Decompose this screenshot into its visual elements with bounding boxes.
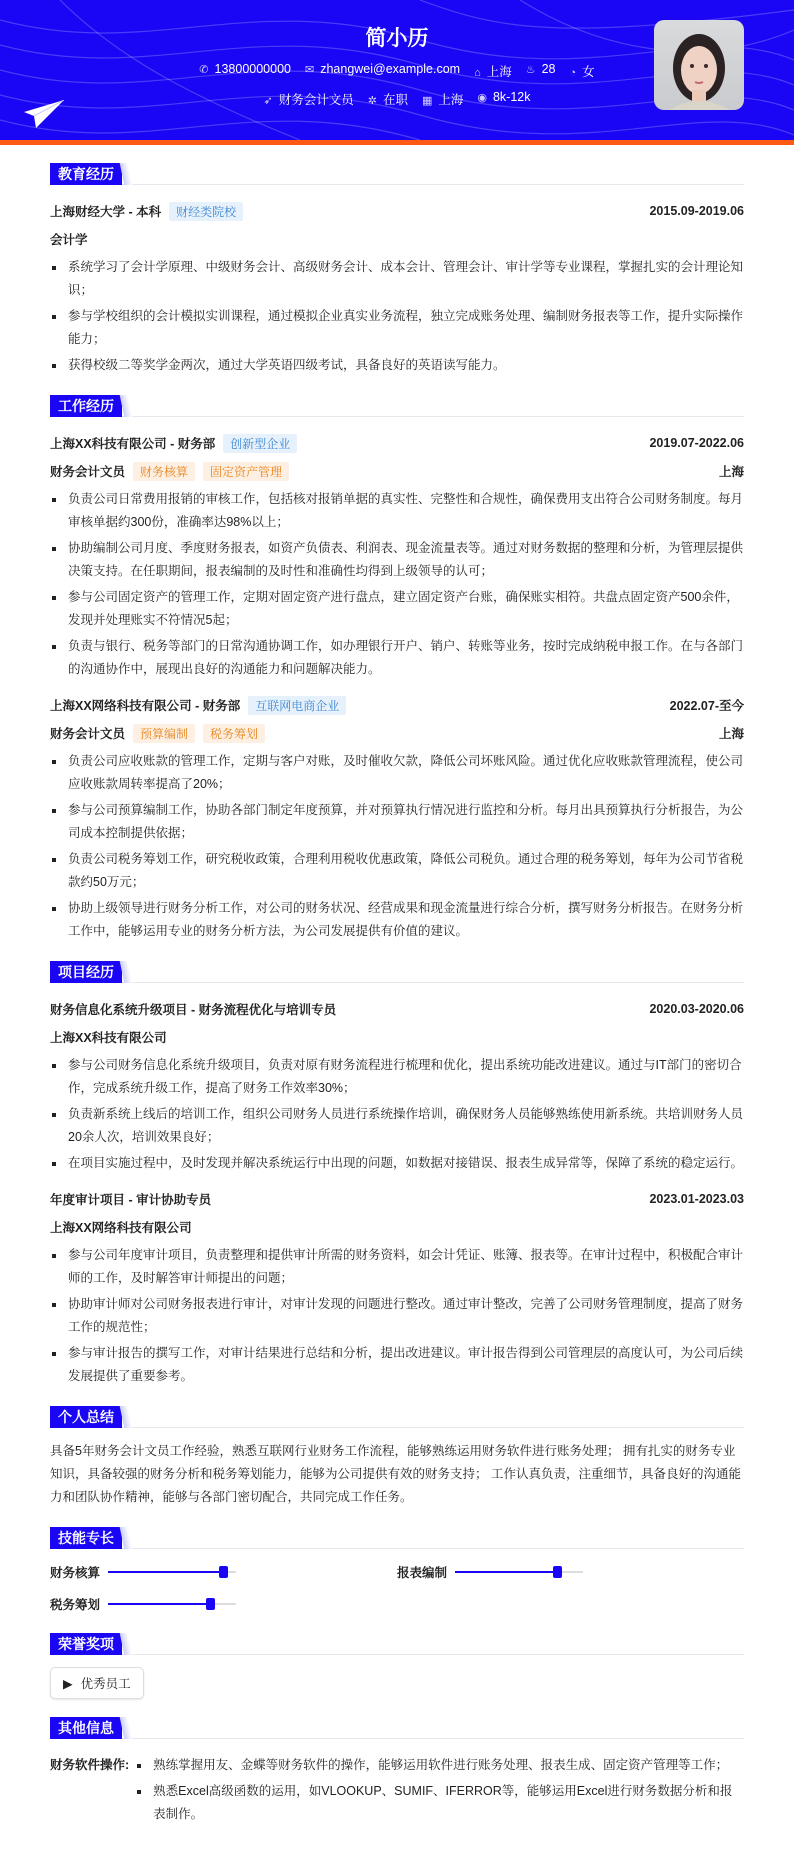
email: zhangwei@example.com xyxy=(320,62,461,76)
bullet: 协助审计师对公司财务报表进行审计，对审计发现的问题进行整改。通过审计整改，完善了公司财务管理制度，提高了财务工作的规范性； xyxy=(50,1293,744,1339)
skill-name: 财务核算 xyxy=(50,1566,101,1580)
bullet: 参与公司年度审计项目，负责整理和提供审计所需的财务资料，如会计凭证、账簿、报表等。在审计过程中，积极配合审计师的工作，及时解答审计师提出的问题； xyxy=(50,1244,744,1290)
bullet: 获得校级二等奖学金两次，通过大学英语四级考试，具备良好的英语读写能力。 xyxy=(50,354,744,377)
status-icon: ✲ xyxy=(367,95,377,107)
skill-tag: 税务筹划 xyxy=(203,724,265,743)
section-title: 教育经历 xyxy=(50,163,122,185)
skill-name: 报表编制 xyxy=(397,1566,448,1580)
phone-icon: ✆ xyxy=(199,64,209,76)
resume-header xyxy=(0,0,794,140)
role: 财务会计文员 xyxy=(50,726,126,741)
work-item xyxy=(50,429,744,681)
school: 上海财经大学 - 本科 xyxy=(50,204,162,219)
building-icon: ▦ xyxy=(421,95,433,107)
bullet: 参与审计报告的撰写工作，对审计结果进行总结和分析，提出改进建议。审计报告得到公司管理层的高度认可，为公司后续发展提供了重要参考。 xyxy=(50,1342,744,1388)
bullet: 负责公司税务筹划工作，研究税收政策，合理利用税收优惠政策，降低公司税负。通过合理的税务筹划，每年为公司节省税款约50万元； xyxy=(50,848,744,894)
city: 上海 xyxy=(486,65,512,79)
project-name: 年度审计项目 - 审计协助专员 xyxy=(50,1193,212,1207)
phone: 13800000000 xyxy=(214,62,291,76)
other-info xyxy=(50,1751,744,1829)
avatar-photo xyxy=(654,20,744,110)
company-tag: 互联网电商企业 xyxy=(248,696,346,715)
bullet: 参与公司固定资产的管理工作，定期对固定资产进行盘点，建立固定资产台账，确保账实相符。共盘点固定资产500余件，发现并处理账实不符情况5起； xyxy=(50,586,744,632)
education-item xyxy=(50,197,744,377)
send-icon: ➶ xyxy=(263,95,273,107)
section-skills xyxy=(50,1527,744,1549)
company-tag: 创新型企业 xyxy=(223,434,297,453)
summary-text: 具备5年财务会计文员工作经验，熟悉互联网行业财务工作流程，能够熟练运用财务软件进行账务处理； 拥有扎实的财务专业知识，具备较强的财务分析和税务筹划能力，能够为公司提供有效的财务支持； 工作认真负责，注重细节，具备良好的沟通能力和团队协作精神，能够与各部门密切配合，共同完成工作任务。 xyxy=(50,1444,741,1504)
bullet: 负责与银行、税务等部门的日常沟通协调工作，如办理银行开户、销户、转账等业务，按时完成纳税申报工作。在与各部门的沟通协作中，展现出良好的沟通能力和问题解决能力。 xyxy=(50,635,744,681)
award-item[interactable] xyxy=(50,1667,144,1699)
email-item xyxy=(305,62,460,80)
school-tag: 财经类院校 xyxy=(169,202,243,221)
bullet: 负责公司应收账款的管理工作，定期与客户对账，及时催收欠款，降低公司坏账风险。通过优化应收账款管理流程，使公司应收账款周转率提高了20%； xyxy=(50,750,744,796)
job-title: 财务会计文员 xyxy=(278,93,354,107)
company: 上海XX科技有限公司 xyxy=(50,1031,167,1045)
bullet: 协助编制公司月度、季度财务报表，如资产负债表、利润表、现金流量表等。通过对财务数据的整理和分析，为管理层提供决策支持。在任职期间，报表编制的及时性和准确性均得到上级领导的认可； xyxy=(50,537,744,583)
bullet: 在项目实施过程中，及时发现并解决系统运行中出现的问题，如数据对接错误、报表生成异常等，保障了系统的稳定运行。 xyxy=(50,1152,744,1175)
money-icon: ◉ xyxy=(477,92,487,104)
bullet: 参与公司预算编制工作，协助各部门制定年度预算，并对预算执行情况进行监控和分析。每月出具预算执行分析报告，为公司成本控制提供依据； xyxy=(50,799,744,845)
bullet: 系统学习了会计学原理、中级财务会计、高级财务会计、成本会计、管理会计、审计学等专业课程，掌握扎实的会计理论知识； xyxy=(50,256,744,302)
skill-bar-thumb xyxy=(206,1598,215,1610)
skill-tag: 固定资产管理 xyxy=(203,462,289,481)
company: 上海XX网络科技有限公司 - 财务部 xyxy=(50,698,241,713)
skill-name: 税务筹划 xyxy=(50,1598,101,1612)
skill-bar-thumb xyxy=(219,1566,228,1578)
age: 28 xyxy=(541,62,556,76)
mail-icon: ✉ xyxy=(305,64,315,76)
section-education xyxy=(50,163,744,185)
section-title: 其他信息 xyxy=(50,1717,122,1739)
cake-icon: ♨ xyxy=(525,64,536,76)
accent-stripe xyxy=(0,140,794,145)
skill-tag: 预算编制 xyxy=(133,724,195,743)
work-item xyxy=(50,691,744,943)
section-title: 项目经历 xyxy=(50,961,122,983)
target-city-item xyxy=(422,90,463,108)
phone-item xyxy=(199,62,291,80)
bullet: 参与公司财务信息化系统升级项目，负责对原有财务流程进行梳理和优化，提出系统功能改进建议。通过与IT部门的密切合作，完成系统升级工作，提高了财务工作效率30%； xyxy=(50,1054,744,1100)
bullet: 熟练掌握用友、金蝶等财务软件的操作，能够运用软件进行账务处理、报表生成、固定资产管理等工作； xyxy=(135,1754,744,1777)
job-status: 在职 xyxy=(382,93,408,107)
skill-bar xyxy=(455,1571,583,1573)
company: 上海XX科技有限公司 - 财务部 xyxy=(50,436,216,451)
city: 上海 xyxy=(718,727,744,741)
project-item xyxy=(50,1185,744,1388)
city-item xyxy=(474,62,512,80)
skill-bar-thumb xyxy=(553,1566,562,1578)
section-title: 个人总结 xyxy=(50,1406,122,1428)
skill-item xyxy=(397,1561,744,1583)
bullet: 熟悉Excel高级函数的运用，如VLOOKUP、SUMIF、IFERROR等，能够运用Excel进行财务数据分析和报表制作。 xyxy=(135,1780,744,1826)
section-title: 工作经历 xyxy=(50,395,122,417)
triangle-right-icon: ▶ xyxy=(63,1676,73,1691)
home-icon: ⌂ xyxy=(474,67,481,79)
salary: 8k-12k xyxy=(492,90,531,104)
date: 2020.03-2020.06 xyxy=(649,1002,744,1016)
date: 2015.09-2019.06 xyxy=(649,204,744,218)
date: 2019.07-2022.06 xyxy=(649,436,744,450)
section-work xyxy=(50,395,744,417)
skill-tag: 财务核算 xyxy=(133,462,195,481)
project-item xyxy=(50,995,744,1175)
award-name: 优秀员工 xyxy=(80,1677,131,1691)
company: 上海XX网络科技有限公司 xyxy=(50,1221,192,1235)
status-item xyxy=(368,90,408,108)
target-city: 上海 xyxy=(438,93,464,107)
section-summary xyxy=(50,1406,744,1428)
skill-bar xyxy=(108,1571,236,1573)
section-title: 荣誉奖项 xyxy=(50,1633,122,1655)
section-title: 技能专长 xyxy=(50,1527,122,1549)
gender-icon: ◔ xyxy=(569,67,577,79)
skill-item xyxy=(50,1593,397,1615)
salary-item xyxy=(477,90,530,108)
role: 财务会计文员 xyxy=(50,464,126,479)
project-name: 财务信息化系统升级项目 - 财务流程优化与培训专员 xyxy=(50,1003,337,1017)
major: 会计学 xyxy=(50,233,88,247)
bullet: 负责新系统上线后的培训工作，组织公司财务人员进行系统操作培训，确保财务人员能够熟练使用新系统。共培训财务人员20余人次，培训效果良好； xyxy=(50,1103,744,1149)
gender: 女 xyxy=(582,65,595,79)
job-item xyxy=(263,90,353,108)
skills-list xyxy=(50,1561,744,1615)
date: 2022.07-至今 xyxy=(669,699,744,713)
bullet: 参与学校组织的会计模拟实训课程，通过模拟企业真实业务流程，独立完成账务处理、编制财务报表等工作，提升实际操作能力； xyxy=(50,305,744,351)
bullet: 协助上级领导进行财务分析工作，对公司的财务状况、经营成果和现金流量进行综合分析，撰写财务分析报告。在财务分析工作中，能够运用专业的财务分析方法，为公司发展提供有价值的建议。 xyxy=(50,897,744,943)
section-projects xyxy=(50,961,744,983)
skill-item xyxy=(50,1561,397,1583)
candidate-name: 简小历 xyxy=(365,27,429,50)
paper-plane-icon xyxy=(24,100,64,130)
city: 上海 xyxy=(718,465,744,479)
section-honors xyxy=(50,1633,744,1655)
age-item xyxy=(526,62,556,80)
skill-bar xyxy=(108,1603,236,1605)
date: 2023.01-2023.03 xyxy=(649,1192,744,1206)
bullet: 负责公司日常费用报销的审核工作，包括核对报销单据的真实性、完整性和合规性，确保费用支出符合公司财务制度。每月审核单据约300份，准确率达98%以上； xyxy=(50,488,744,534)
other-label: 财务软件操作: xyxy=(50,1758,130,1772)
gender-item xyxy=(570,62,595,80)
section-other xyxy=(50,1717,744,1739)
